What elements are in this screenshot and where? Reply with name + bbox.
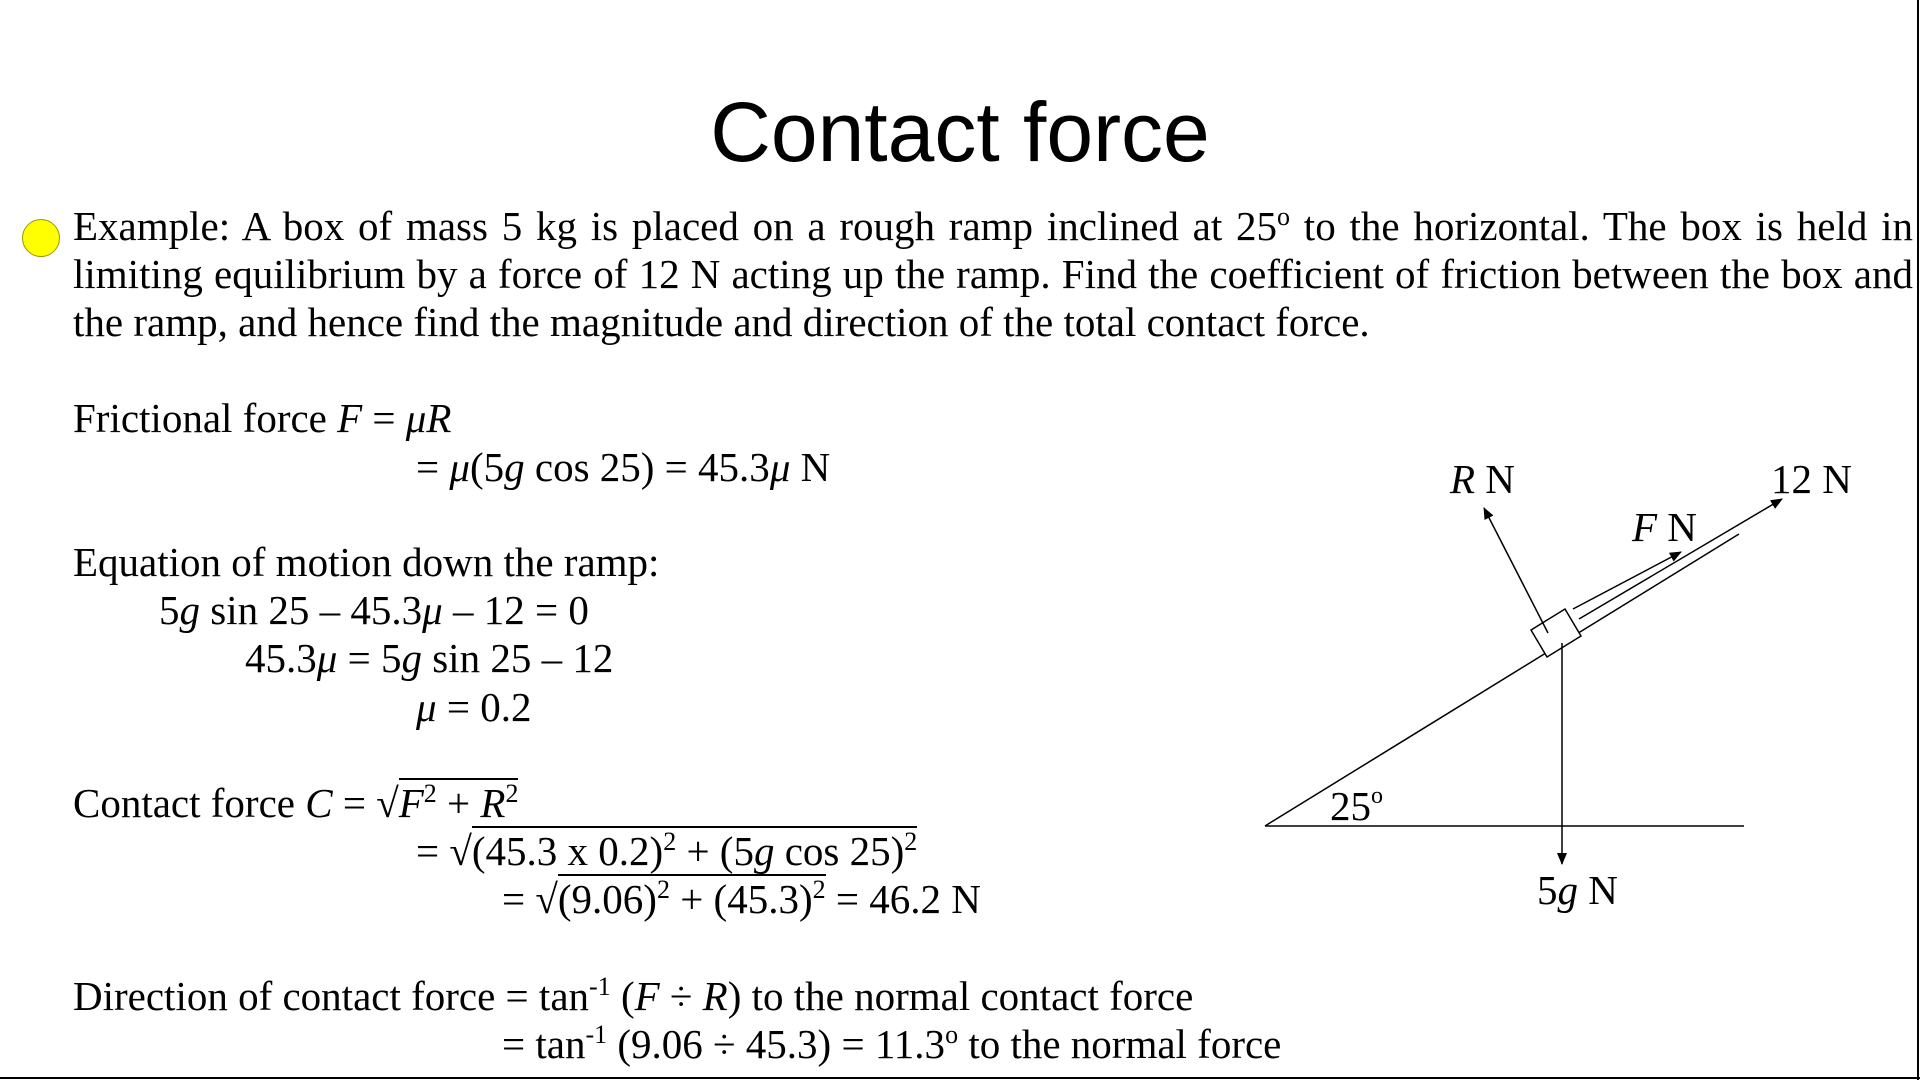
direction-line-2: = $\tan^{-1} (9.06 \div 45.3) = 11.3^o$ to the normal force bbox=[502, 1020, 1282, 1067]
normal-reaction-arrow bbox=[1484, 508, 1548, 633]
contact-line-1: Contact force $C = √F^2 + R^2$ bbox=[73, 779, 519, 826]
incline-angle-label: 25$^o$ bbox=[1330, 783, 1383, 829]
contact-line-2: = √(45.3 x 0.2)$^2$ + (5g cos 25)$^2$ bbox=[416, 827, 918, 874]
sqrt-radicand: $F^2 + R^2$ bbox=[398, 779, 519, 826]
motion-heading: Equation of motion down the ramp: bbox=[73, 539, 660, 585]
slide-title: Contact force bbox=[710, 85, 1210, 179]
motion-line-3: μ = 0.2 bbox=[416, 684, 532, 730]
box bbox=[1531, 609, 1581, 657]
weight-label: 5g N bbox=[1537, 867, 1618, 913]
friction-force-label: F N bbox=[1632, 504, 1697, 550]
sqrt-radicand: $(9.06)^2 + (45.3)^2$ bbox=[557, 875, 826, 922]
problem-statement: Example: A box of mass 5 kg is placed on a rough ramp inclined at 25$^o$ to the horizontal. The box is held in limiting equilibrium by a force of 12 N acting up the ramp. Find the coefficient of friction between the box and the ramp, and hence find the magnitude and direction of the total contact force. bbox=[73, 202, 1913, 345]
friction-line-2: = μ(5g cos 25) = 45.3μ N bbox=[416, 444, 831, 490]
applied-force-label: 12 N bbox=[1771, 456, 1852, 502]
sqrt-radicand: (45.3 x 0.2)$^2$ + (5g cos 25)$^2$ bbox=[471, 827, 918, 874]
motion-line-2: 45.3μ = 5g sin 25 – 12 bbox=[245, 635, 614, 681]
contact-line-3: = $√(9.06)^2 + (45.3)^2 = 46.2$ N bbox=[502, 875, 981, 922]
normal-force-label: R N bbox=[1450, 456, 1515, 502]
direction-line-1: Direction of contact force = $\tan^{-1} (F \div R)$ to the normal contact force bbox=[73, 972, 1194, 1019]
motion-line-1: 5g sin 25 – 45.3μ – 12 = 0 bbox=[159, 587, 589, 633]
friction-line-1: Frictional force F = μR bbox=[73, 395, 452, 441]
